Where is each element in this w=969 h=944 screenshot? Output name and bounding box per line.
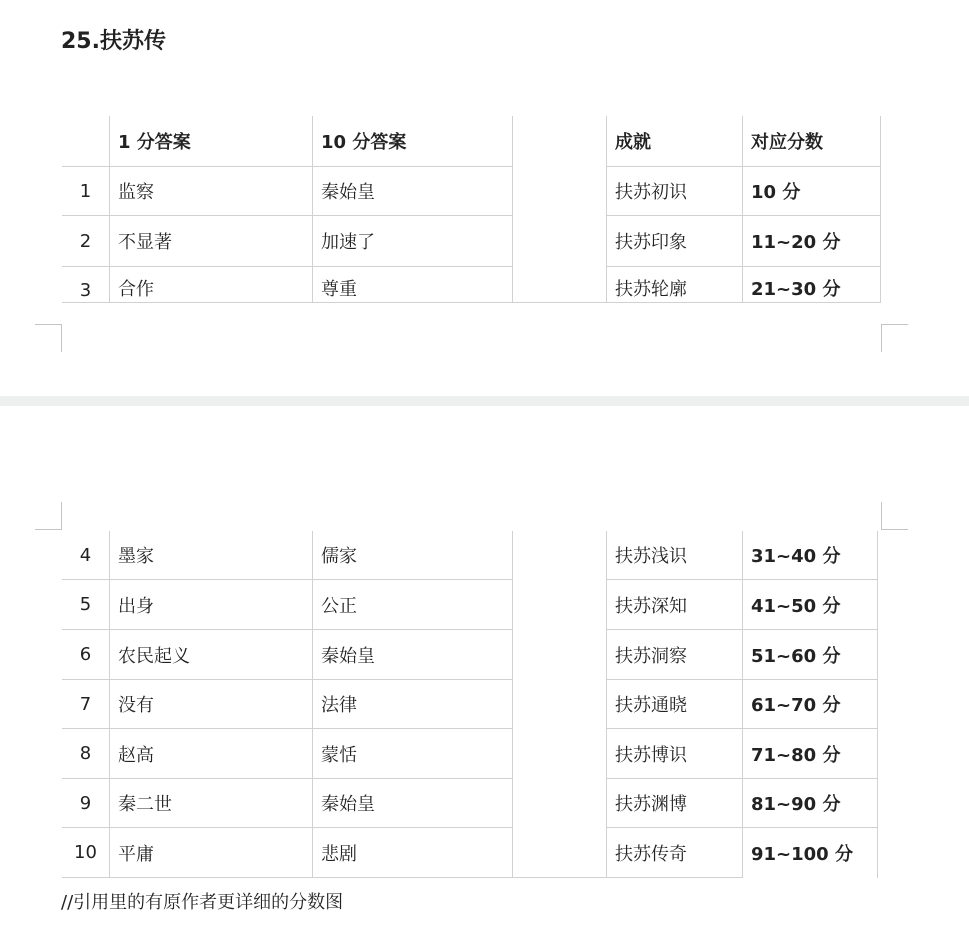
header-achievement: 成就: [606, 116, 743, 167]
table-row-answer-1: 农民起义: [109, 629, 313, 680]
table-row-score: 41~50 分: [742, 579, 878, 630]
table-row-answer-1: 秦二世: [109, 778, 313, 828]
table-row-number: 2: [62, 215, 110, 267]
table-row-number: 8: [62, 728, 110, 779]
table-row-answer-1: 平庸: [109, 827, 313, 878]
spacer-column: [512, 827, 607, 878]
table-row-achievement: 扶苏渊博: [606, 778, 743, 828]
header-answer-10: 10 分答案: [312, 116, 513, 167]
spacer-column: [512, 728, 607, 779]
header-number: [62, 116, 110, 167]
table-row-achievement: 扶苏传奇: [606, 827, 743, 878]
table-row-score: 51~60 分: [742, 629, 878, 680]
table-row-answer-1: 合作: [109, 266, 313, 303]
table-row-answer-1: 墨家: [109, 531, 313, 580]
table-row-answer-10: 秦始皇: [312, 778, 513, 828]
table-row-score: 21~30 分: [742, 266, 881, 303]
table-row-answer-10: 法律: [312, 679, 513, 729]
table-row-achievement: 扶苏深知: [606, 579, 743, 630]
table-row-number: 1: [62, 166, 110, 216]
table-row-number: 6: [62, 629, 110, 680]
table-row-answer-1: 出身: [109, 579, 313, 630]
table-row-answer-10: 加速了: [312, 215, 513, 267]
table-row-answer-10: 悲剧: [312, 827, 513, 878]
table-row-achievement: 扶苏印象: [606, 215, 743, 267]
table-row-answer-10: 秦始皇: [312, 629, 513, 680]
table-row-score: 10 分: [742, 166, 881, 216]
table-row-answer-10: 尊重: [312, 266, 513, 303]
table-row-score: 61~70 分: [742, 679, 878, 729]
table-row-score: 11~20 分: [742, 215, 881, 267]
score-table-part-1: [62, 116, 882, 304]
page-break: [0, 396, 969, 406]
spacer-column: [512, 778, 607, 828]
table-row-achievement: 扶苏洞察: [606, 629, 743, 680]
table-row-number: 10: [62, 827, 110, 878]
footnote-text: //引用里的有原作者更详细的分数图: [61, 892, 344, 913]
table-row-answer-10: 儒家: [312, 531, 513, 580]
spacer-column: [512, 629, 607, 680]
table-row-number: 7: [62, 679, 110, 729]
table-row-achievement: 扶苏博识: [606, 728, 743, 779]
spacer-column: [512, 579, 607, 630]
table-row-score: 71~80 分: [742, 728, 878, 779]
spacer-column: [512, 215, 607, 267]
table-row-score: 81~90 分: [742, 778, 878, 828]
page-title: 25.扶苏传: [61, 29, 166, 54]
table-row-answer-10: 秦始皇: [312, 166, 513, 216]
page-corner-mark: [35, 502, 62, 530]
spacer-column: [512, 531, 607, 580]
table-row-number: 9: [62, 778, 110, 828]
spacer-column: [512, 266, 607, 303]
table-row-number: 4: [62, 531, 110, 580]
table-row-answer-1: 赵高: [109, 728, 313, 779]
table-row-answer-1: 不显著: [109, 215, 313, 267]
header-score: 对应分数: [742, 116, 881, 167]
table-row-number: 5: [62, 579, 110, 630]
table-row-answer-10: 蒙恬: [312, 728, 513, 779]
table-row-answer-1: 没有: [109, 679, 313, 729]
page-corner-mark: [881, 502, 908, 530]
table-row-achievement: 扶苏初识: [606, 166, 743, 216]
table-row-score: 31~40 分: [742, 531, 878, 580]
table-row-achievement: 扶苏通晓: [606, 679, 743, 729]
table-row-score: 91~100 分: [742, 827, 878, 878]
table-row-achievement: 扶苏浅识: [606, 531, 743, 580]
table-row-answer-1: 监察: [109, 166, 313, 216]
table-row-number: 3: [62, 266, 110, 303]
table-row-achievement: 扶苏轮廓: [606, 266, 743, 303]
spacer-column: [512, 116, 607, 167]
page-corner-mark: [881, 324, 908, 352]
spacer-column: [512, 166, 607, 216]
table-row-answer-10: 公正: [312, 579, 513, 630]
page-corner-mark: [35, 324, 62, 352]
header-answer-1: 1 分答案: [109, 116, 313, 167]
score-table-part-2: [62, 531, 882, 881]
spacer-column: [512, 679, 607, 729]
